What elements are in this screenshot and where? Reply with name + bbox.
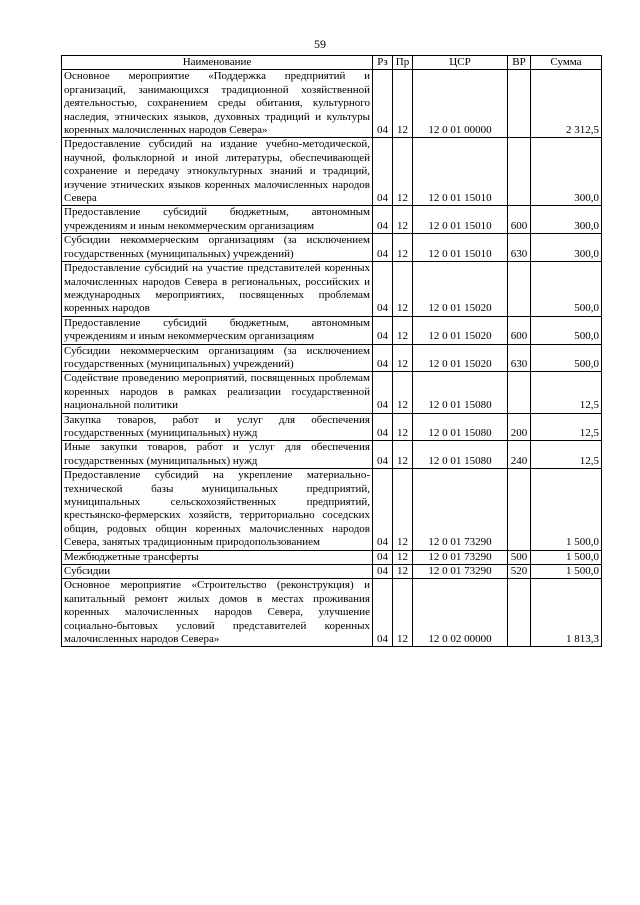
row-sum: 1 813,3 xyxy=(531,579,602,647)
row-pr: 12 xyxy=(393,262,413,317)
row-vr: 500 xyxy=(508,550,531,564)
row-csr: 12 0 01 15080 xyxy=(413,372,508,413)
row-pr: 12 xyxy=(393,234,413,262)
row-vr xyxy=(508,70,531,138)
row-vr: 200 xyxy=(508,413,531,441)
row-pr: 12 xyxy=(393,316,413,344)
row-rz: 04 xyxy=(373,138,393,206)
row-vr xyxy=(508,469,531,550)
row-vr xyxy=(508,138,531,206)
row-rz: 04 xyxy=(373,469,393,550)
row-csr: 12 0 01 15020 xyxy=(413,316,508,344)
row-rz: 04 xyxy=(373,372,393,413)
row-sum: 2 312,5 xyxy=(531,70,602,138)
row-csr: 12 0 01 73290 xyxy=(413,565,508,579)
row-sum: 12,5 xyxy=(531,441,602,469)
row-sum: 1 500,0 xyxy=(531,550,602,564)
table-row xyxy=(62,550,602,564)
row-name: Межбюджетные трансферты xyxy=(62,550,373,564)
header-sum: Сумма xyxy=(531,56,602,70)
row-pr: 12 xyxy=(393,344,413,372)
row-pr: 12 xyxy=(393,413,413,441)
row-vr: 630 xyxy=(508,234,531,262)
table-row xyxy=(62,441,602,469)
row-name: Основное мероприятие «Поддержка предприятий и организаций, занимающихся традиционной хозяйственной деятельностью, сохранением среды обитания, культурного наследия, этнических языков, духовных традиций и культуры коренных малочисленных народов Севера» xyxy=(62,70,373,138)
row-rz: 04 xyxy=(373,234,393,262)
row-vr: 600 xyxy=(508,316,531,344)
row-name: Субсидии некоммерческим организациям (за исключением государственных (муниципальных) учреждений) xyxy=(62,234,373,262)
row-csr: 12 0 01 15010 xyxy=(413,206,508,234)
row-pr: 12 xyxy=(393,206,413,234)
table-row xyxy=(62,344,602,372)
row-name: Предоставление субсидий на издание учебно-методической, научной, фольклорной и иной литературы, обеспечивающей сохранение и передачу этнокультурных знаний и традиций, изучение этнических языков коренных малочисленных народов Севера xyxy=(62,138,373,206)
row-sum: 12,5 xyxy=(531,372,602,413)
row-sum: 12,5 xyxy=(531,413,602,441)
table-row xyxy=(62,262,602,317)
header-vr: ВР xyxy=(508,56,531,70)
row-sum: 500,0 xyxy=(531,316,602,344)
table-row xyxy=(62,565,602,579)
row-name: Основное мероприятие «Строительство (реконструкция) и капитальный ремонт жилых домов в местах проживания коренных малочисленных народов Севера, улучшение социально-бытовых условий представителей коренных малочисленных народов Севера» xyxy=(62,579,373,647)
header-pr: Пр xyxy=(393,56,413,70)
table-row xyxy=(62,206,602,234)
row-vr: 240 xyxy=(508,441,531,469)
row-rz: 04 xyxy=(373,565,393,579)
row-rz: 04 xyxy=(373,262,393,317)
row-pr: 12 xyxy=(393,372,413,413)
budget-table xyxy=(61,55,602,647)
row-csr: 12 0 01 73290 xyxy=(413,550,508,564)
table-row xyxy=(62,316,602,344)
row-sum: 500,0 xyxy=(531,262,602,317)
table-row xyxy=(62,70,602,138)
row-csr: 12 0 01 00000 xyxy=(413,70,508,138)
row-csr: 12 0 01 15020 xyxy=(413,262,508,317)
row-csr: 12 0 01 15020 xyxy=(413,344,508,372)
row-name: Иные закупки товаров, работ и услуг для обеспечения государственных (муниципальных) нужд xyxy=(62,441,373,469)
row-name: Предоставление субсидий на участие представителей коренных малочисленных народов Севера в региональных, российских и международных мероприятиях, посвященных проблемам коренных народов xyxy=(62,262,373,317)
row-sum: 500,0 xyxy=(531,344,602,372)
row-sum: 300,0 xyxy=(531,206,602,234)
header-rz: Рз xyxy=(373,56,393,70)
table-row xyxy=(62,138,602,206)
row-sum: 300,0 xyxy=(531,138,602,206)
row-vr: 520 xyxy=(508,565,531,579)
row-rz: 04 xyxy=(373,344,393,372)
row-name: Субсидии некоммерческим организациям (за исключением государственных (муниципальных) учреждений) xyxy=(62,344,373,372)
row-rz: 04 xyxy=(373,70,393,138)
row-name: Субсидии xyxy=(62,565,373,579)
row-sum: 1 500,0 xyxy=(531,469,602,550)
row-vr xyxy=(508,579,531,647)
table-row xyxy=(62,469,602,550)
row-pr: 12 xyxy=(393,441,413,469)
header-name: Наименование xyxy=(62,56,373,70)
row-pr: 12 xyxy=(393,579,413,647)
header-csr: ЦСР xyxy=(413,56,508,70)
row-vr xyxy=(508,262,531,317)
row-pr: 12 xyxy=(393,138,413,206)
row-vr: 600 xyxy=(508,206,531,234)
table-row xyxy=(62,413,602,441)
row-name: Содействие проведению мероприятий, посвященных проблемам коренных народов в рамках реализации государственной национальной политики xyxy=(62,372,373,413)
row-rz: 04 xyxy=(373,316,393,344)
row-csr: 12 0 01 15010 xyxy=(413,234,508,262)
row-vr xyxy=(508,372,531,413)
table-header-row xyxy=(62,56,602,70)
row-sum: 300,0 xyxy=(531,234,602,262)
row-rz: 04 xyxy=(373,579,393,647)
row-csr: 12 0 01 15080 xyxy=(413,413,508,441)
row-vr: 630 xyxy=(508,344,531,372)
row-sum: 1 500,0 xyxy=(531,565,602,579)
page-number: 59 xyxy=(314,37,326,51)
table-row xyxy=(62,579,602,647)
row-pr: 12 xyxy=(393,70,413,138)
row-pr: 12 xyxy=(393,550,413,564)
row-csr: 12 0 01 15010 xyxy=(413,138,508,206)
row-csr: 12 0 01 73290 xyxy=(413,469,508,550)
table-row xyxy=(62,372,602,413)
row-rz: 04 xyxy=(373,550,393,564)
row-csr: 12 0 02 00000 xyxy=(413,579,508,647)
row-name: Предоставление субсидий бюджетным, автономным учреждениям и иным некоммерческим организациям xyxy=(62,206,373,234)
row-rz: 04 xyxy=(373,441,393,469)
row-csr: 12 0 01 15080 xyxy=(413,441,508,469)
row-name: Предоставление субсидий бюджетным, автономным учреждениям и иным некоммерческим организациям xyxy=(62,316,373,344)
row-rz: 04 xyxy=(373,206,393,234)
table-row xyxy=(62,234,602,262)
row-rz: 04 xyxy=(373,413,393,441)
row-name: Предоставление субсидий на укрепление материально-технической базы муниципальных предприятий, муниципальных сельскохозяйственных предприятий, крестьянско-фермерских хозяйств, территориально соседских общин, родовых общин коренных малочисленных народов Севера, занятых традиционным природопользованием xyxy=(62,469,373,550)
row-name: Закупка товаров, работ и услуг для обеспечения государственных (муниципальных) нужд xyxy=(62,413,373,441)
row-pr: 12 xyxy=(393,469,413,550)
row-pr: 12 xyxy=(393,565,413,579)
